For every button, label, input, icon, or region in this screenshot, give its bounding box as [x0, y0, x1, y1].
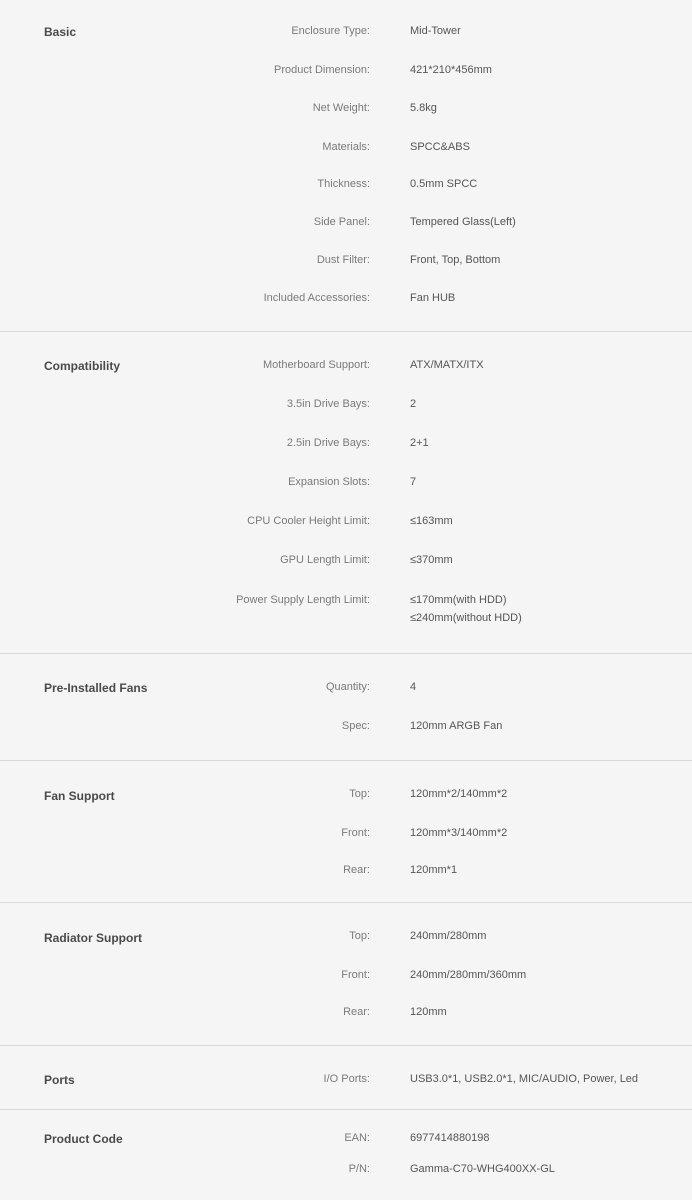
spec-label: Top:	[349, 788, 370, 800]
spec-label: CPU Cooler Height Limit:	[247, 515, 370, 527]
spec-value: 0.5mm SPCC	[410, 178, 478, 190]
section-divider	[0, 1109, 692, 1110]
spec-label: Product Dimension:	[274, 64, 370, 76]
spec-value: 6977414880198	[410, 1132, 490, 1144]
section-title-fan-support: Fan Support	[44, 789, 115, 803]
spec-value: ≤170mm(with HDD)	[410, 594, 507, 606]
spec-value: 120mm*1	[410, 864, 458, 876]
spec-label: Net Weight:	[312, 102, 370, 114]
spec-label: Power Supply Length Limit:	[236, 594, 370, 606]
spec-value: 120mm*3/140mm*2	[410, 827, 508, 839]
spec-value: USB3.0*1, USB2.0*1, MIC/AUDIO, Power, Led	[410, 1073, 639, 1085]
spec-value: 120mm	[410, 1006, 447, 1018]
section-title-pre-installed-fans: Pre-Installed Fans	[44, 681, 148, 695]
spec-value: 240mm/280mm/360mm	[410, 969, 527, 981]
spec-value: ≤163mm	[410, 515, 453, 527]
spec-label: Motherboard Support:	[262, 359, 370, 371]
spec-value: Mid-Tower	[410, 25, 461, 37]
spec-value: 2+1	[410, 437, 429, 449]
spec-value: Tempered Glass(Left)	[410, 216, 516, 228]
spec-value: Fan HUB	[410, 292, 456, 304]
spec-label: Thickness:	[317, 178, 370, 190]
section-divider	[0, 653, 692, 654]
spec-value: SPCC&ABS	[410, 141, 470, 153]
spec-value: ≤370mm	[410, 554, 453, 566]
spec-label: Front:	[341, 827, 370, 839]
spec-value: ATX/MATX/ITX	[410, 359, 484, 371]
section-title-basic: Basic	[44, 25, 77, 39]
section-title-radiator-support: Radiator Support	[44, 931, 142, 945]
spec-label: Expansion Slots:	[288, 476, 370, 488]
spec-label: Quantity:	[325, 681, 370, 693]
spec-value: 2	[410, 398, 417, 410]
spec-label: Rear:	[343, 864, 370, 876]
spec-value-secondary: ≤240mm(without HDD)	[410, 612, 522, 624]
spec-value: Front, Top, Bottom	[410, 254, 501, 266]
spec-label: Dust Filter:	[316, 254, 370, 266]
spec-value: 421*210*456mm	[410, 64, 492, 76]
spec-label: I/O Ports:	[323, 1073, 370, 1085]
section-title-compatibility: Compatibility	[44, 359, 121, 373]
spec-label: P/N:	[348, 1163, 370, 1175]
spec-value: 5.8kg	[410, 102, 437, 114]
spec-value: 240mm/280mm	[410, 930, 487, 942]
section-divider	[0, 331, 692, 332]
spec-value: 4	[410, 681, 417, 693]
section-title-ports: Ports	[44, 1073, 75, 1087]
spec-label: Top:	[349, 930, 370, 942]
spec-label: 3.5in Drive Bays:	[286, 398, 370, 410]
spec-label: GPU Length Limit:	[280, 554, 370, 566]
spec-label: Enclosure Type:	[291, 25, 370, 37]
spec-label: Included Accessories:	[263, 292, 370, 304]
spec-label: EAN:	[344, 1132, 370, 1144]
section-title-product-code: Product Code	[44, 1132, 123, 1146]
spec-value: 7	[410, 476, 417, 488]
section-divider	[0, 902, 692, 903]
spec-value: Gamma-C70-WHG400XX-GL	[410, 1163, 555, 1175]
spec-label: Spec:	[341, 720, 370, 732]
spec-label: 2.5in Drive Bays:	[286, 437, 370, 449]
spec-value: 120mm*2/140mm*2	[410, 788, 508, 800]
section-divider	[0, 760, 692, 761]
spec-value: 120mm ARGB Fan	[410, 720, 503, 732]
spec-label: Rear:	[343, 1006, 370, 1018]
spec-label: Side Panel:	[313, 216, 370, 228]
spec-label: Materials:	[322, 141, 370, 153]
section-divider	[0, 1045, 692, 1046]
spec-label: Front:	[341, 969, 370, 981]
